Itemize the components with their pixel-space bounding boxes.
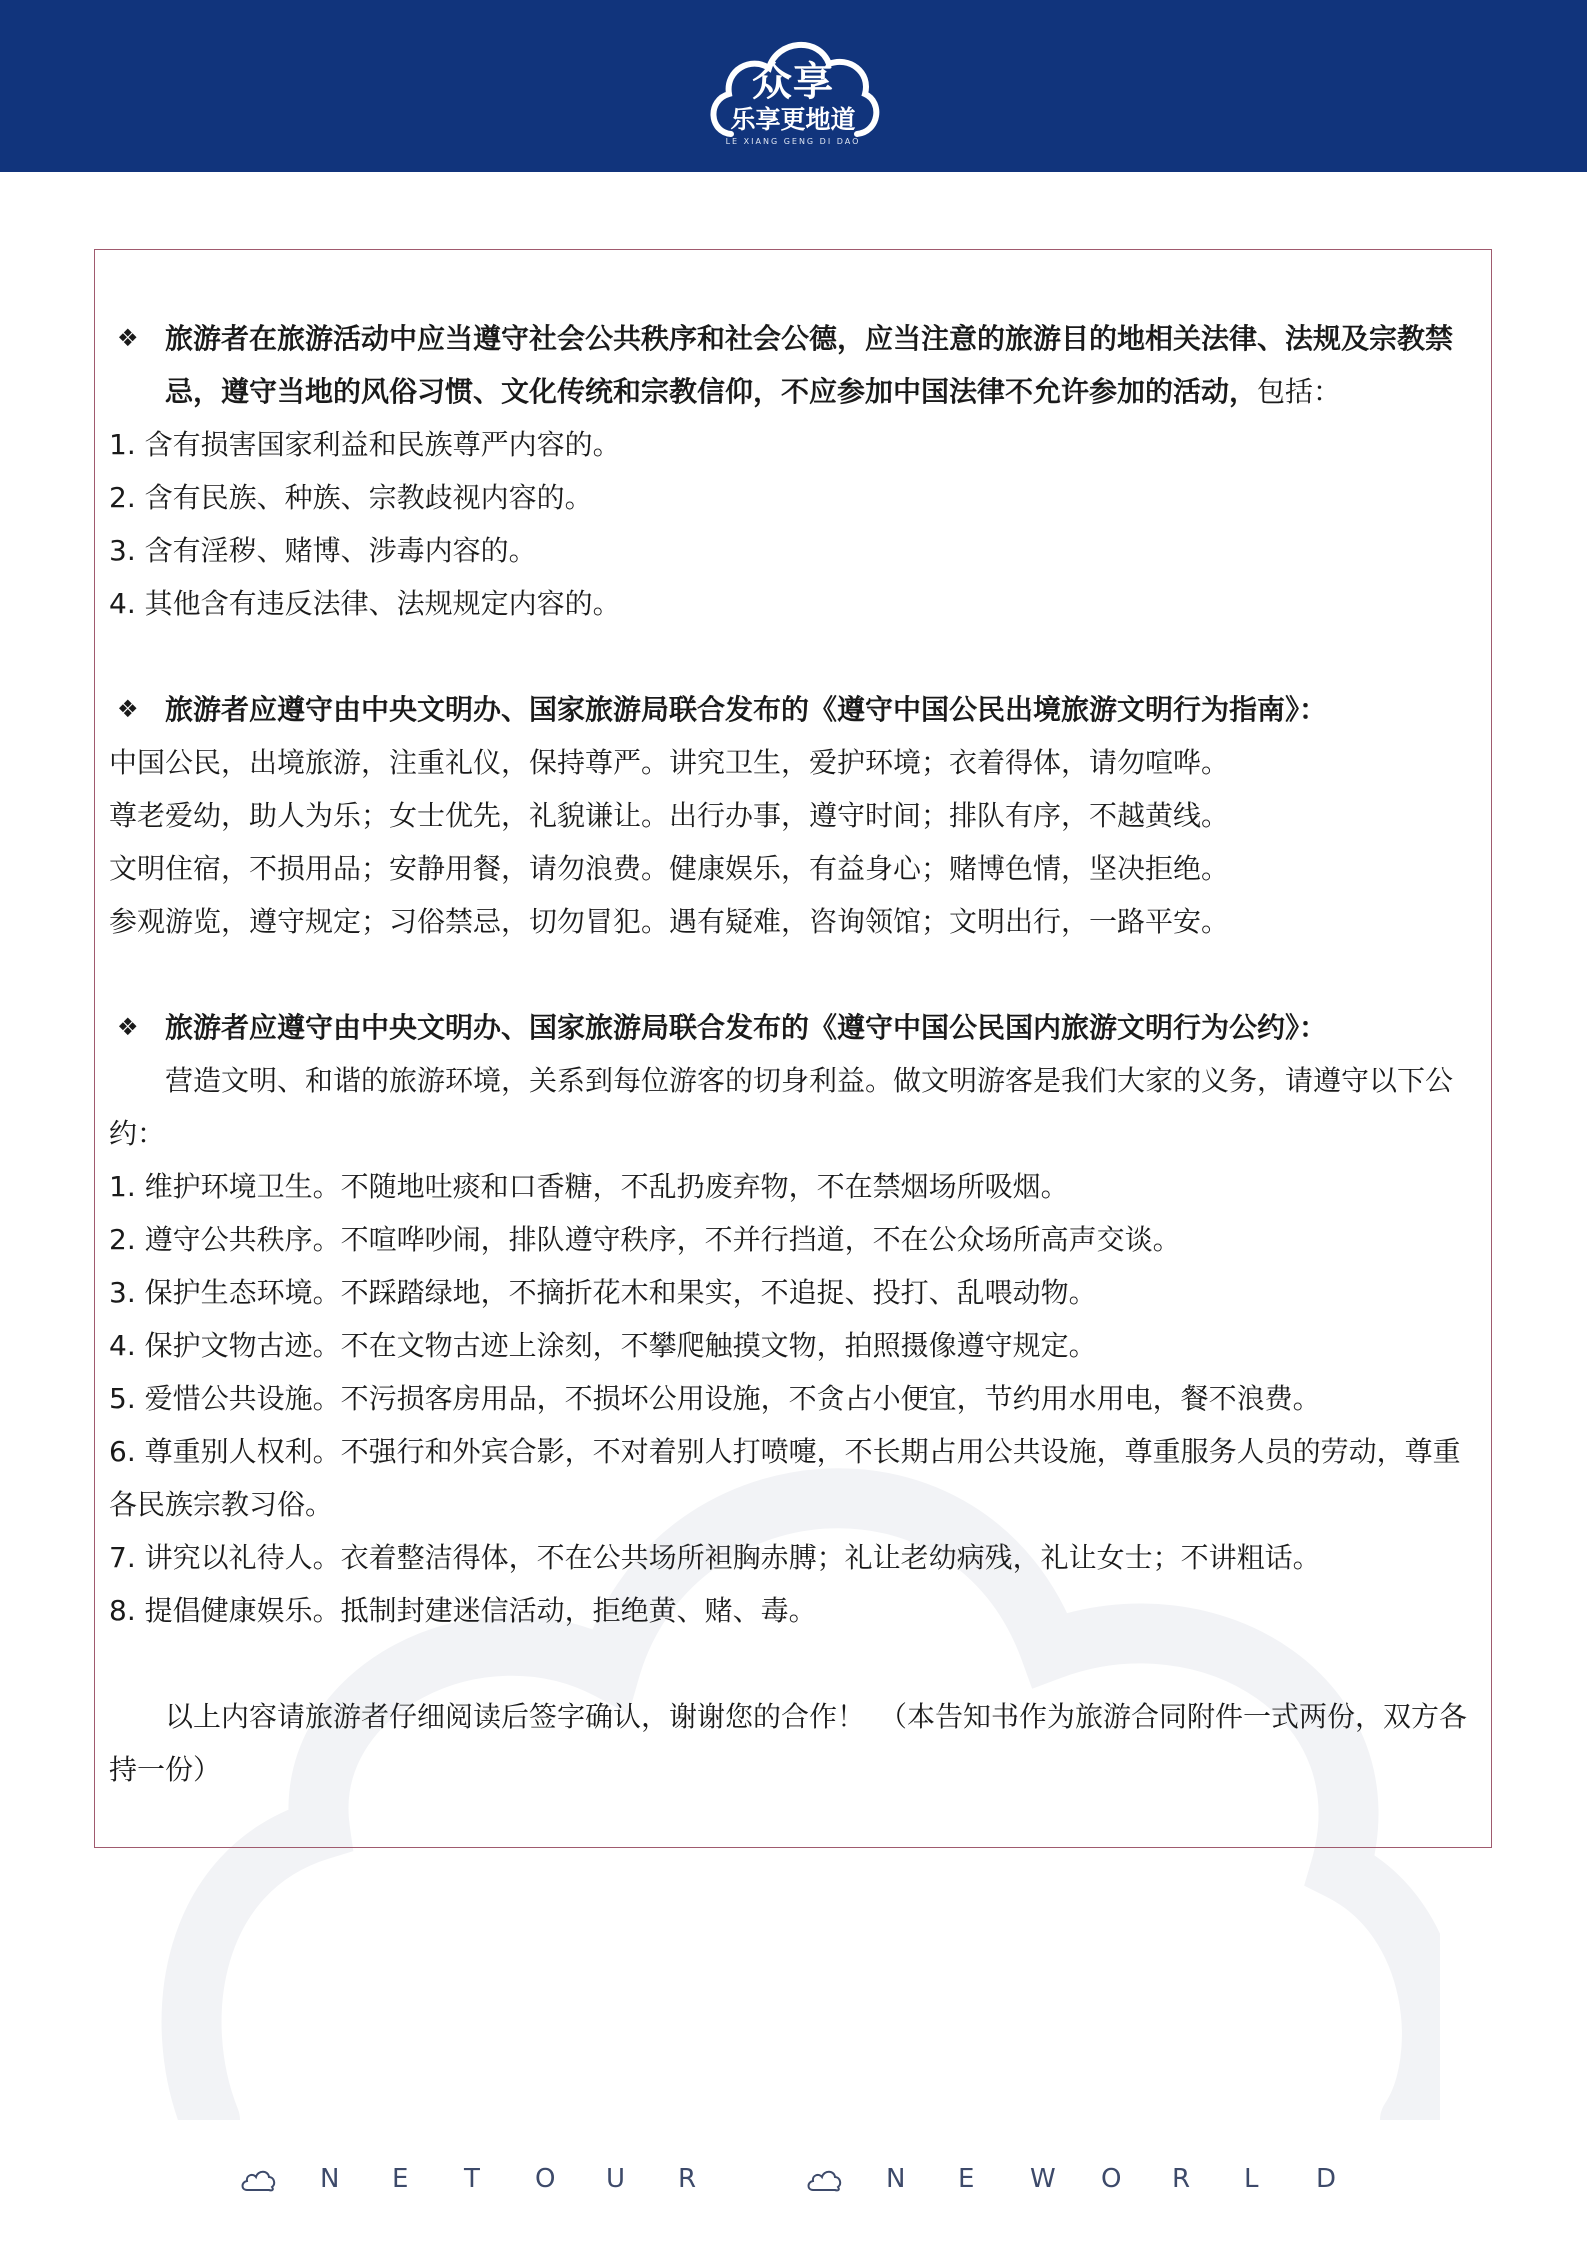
- section3-item: 6. 尊重别人权利。不强行和外宾合影，不对着别人打喷嚏，不长期占用公共设施，尊重服务人员的劳动，尊重各民族宗教习俗。: [109, 1435, 1461, 1521]
- footer-newworld: [806, 2160, 1366, 2200]
- section2-heading-text: 旅游者应遵守由中央文明办、国家旅游局联合发布的《遵守中国公民出境旅游文明行为指南》：: [165, 693, 1328, 726]
- footer-letter: E: [958, 2164, 975, 2194]
- section1-heading-tail: 包括：: [1257, 375, 1342, 408]
- section1-heading: [109, 312, 1481, 418]
- section3-item: 8. 提倡健康娱乐。抵制封建迷信活动，拒绝黄、赌、毒。: [109, 1594, 817, 1627]
- section-spacer: [109, 630, 1481, 683]
- section2-line: 参观游览，遵守规定；习俗禁忌，切勿冒犯。遇有疑难，咨询领馆；文明出行，一路平安。: [109, 905, 1230, 938]
- footer-letter: R: [1172, 2164, 1191, 2194]
- footer-letter: O: [535, 2164, 556, 2194]
- section3-item: 7. 讲究以礼待人。衣着整洁得体，不在公共场所袒胸赤膊；礼让老幼病残，礼让女士；不讲粗话。: [109, 1541, 1321, 1574]
- logo-slogan: 乐享更地道: [730, 105, 856, 134]
- section3-intro: 营造文明、和谐的旅游环境，关系到每位游客的切身利益。做文明游客是我们大家的义务，请遵守以下公约：: [109, 1064, 1454, 1150]
- notice-content: [109, 312, 1481, 1796]
- footer-letter: R: [678, 2164, 697, 2194]
- brand-logo: [703, 22, 883, 157]
- section1-heading-bold: 旅游者在旅游活动中应当遵守社会公共秩序和社会公德，应当注意的旅游目的地相关法律、法规及宗教禁忌，遵守当地的风俗习惯、文化传统和宗教信仰，不应参加中国法律不允许参加的活动，: [165, 322, 1454, 408]
- footer-letter: W: [1030, 2164, 1056, 2194]
- section2-line: 尊老爱幼，助人为乐；女士优先，礼貌谦让。出行办事，遵守时间；排队有序，不越黄线。: [109, 799, 1230, 832]
- footer-letter: L: [1244, 2164, 1259, 2194]
- section1-item: 1. 含有损害国家利益和民族尊严内容的。: [109, 428, 621, 461]
- page-footer: [240, 2160, 1390, 2200]
- footer-letter: T: [464, 2164, 480, 2194]
- diamond-bullet-icon: ❖: [117, 695, 139, 723]
- logo-main-text: 众享: [752, 59, 834, 105]
- cloud-icon: [806, 2168, 842, 2194]
- section1-item: 3. 含有淫秽、赌博、涉毒内容的。: [109, 534, 537, 567]
- section2-line: 中国公民，出境旅游，注重礼仪，保持尊严。讲究卫生，爱护环境；衣着得体，请勿喧哗。: [109, 746, 1230, 779]
- section1-item: 4. 其他含有违反法律、法规规定内容的。: [109, 587, 621, 620]
- section3-heading: [109, 1001, 1481, 1054]
- notice-box: [94, 249, 1492, 1848]
- diamond-bullet-icon: ❖: [117, 1013, 139, 1041]
- cloud-icon: [240, 2168, 276, 2194]
- footer-netour: [240, 2160, 720, 2200]
- footer-letter: U: [606, 2164, 626, 2194]
- diamond-bullet-icon: ❖: [117, 324, 139, 352]
- section2-line: 文明住宿，不损用品；安静用餐，请勿浪费。健康娱乐，有益身心；赌博色情，坚决拒绝。: [109, 852, 1230, 885]
- section3-item: 3. 保护生态环境。不踩踏绿地，不摘折花木和果实，不追捉、投打、乱喂动物。: [109, 1276, 1097, 1309]
- footer-letter: N: [320, 2164, 340, 2194]
- footer-letter: O: [1101, 2164, 1122, 2194]
- footer-letter: N: [886, 2164, 906, 2194]
- section3-item: 4. 保护文物古迹。不在文物古迹上涂刻，不攀爬触摸文物，拍照摄像遵守规定。: [109, 1329, 1097, 1362]
- footer-letter: E: [392, 2164, 409, 2194]
- page-header: [0, 0, 1587, 172]
- section3-item: 5. 爱惜公共设施。不污损客房用品，不损坏公用设施，不贪占小便宜，节约用水用电，餐不浪费。: [109, 1382, 1321, 1415]
- footer-letter: D: [1316, 2164, 1337, 2194]
- section-spacer: [109, 1637, 1481, 1690]
- section3-item: 2. 遵守公共秩序。不喧哗吵闹，排队遵守秩序，不并行挡道，不在公众场所高声交谈。: [109, 1223, 1181, 1256]
- section2-heading: [109, 683, 1481, 736]
- section-spacer: [109, 948, 1481, 1001]
- section1-item: 2. 含有民族、种族、宗教歧视内容的。: [109, 481, 593, 514]
- section3-heading-text: 旅游者应遵守由中央文明办、国家旅游局联合发布的《遵守中国公民国内旅游文明行为公约》：: [165, 1011, 1328, 1044]
- logo-pinyin: LE XIANG GENG DI DAO: [725, 137, 861, 146]
- section3-item: 1. 维护环境卫生。不随地吐痰和口香糖，不乱扔废弃物，不在禁烟场所吸烟。: [109, 1170, 1069, 1203]
- closing-statement: 以上内容请旅游者仔细阅读后签字确认，谢谢您的合作！ （本告知书作为旅游合同附件一式两份，双方各持一份）: [109, 1700, 1468, 1786]
